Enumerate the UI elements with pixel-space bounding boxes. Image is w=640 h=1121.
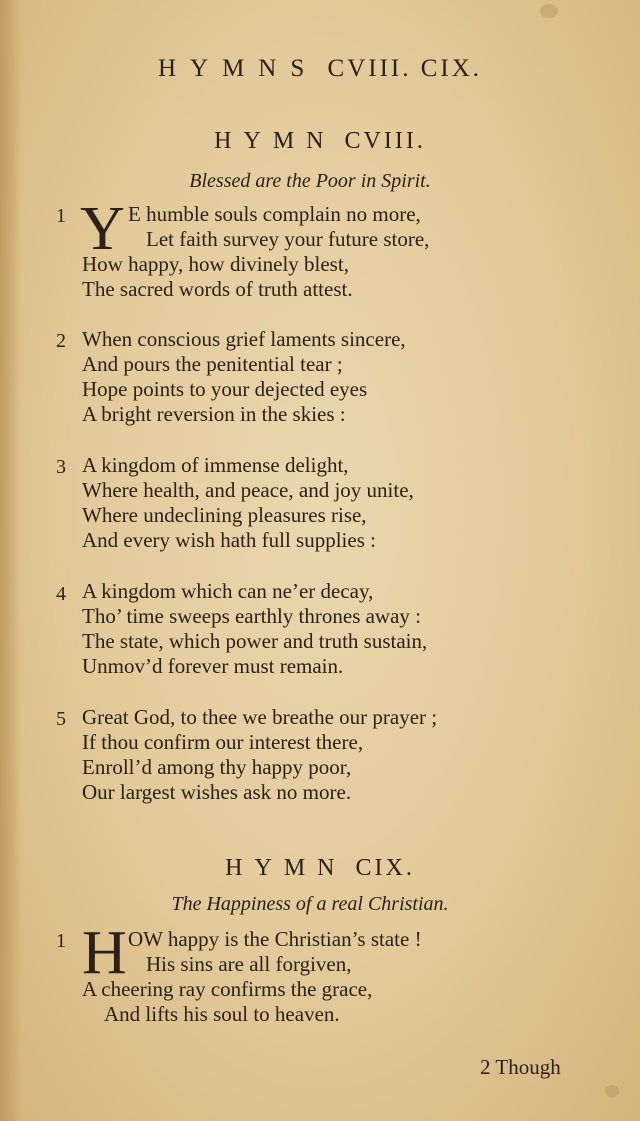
- verse-line: A kingdom of immense delight,: [82, 453, 349, 477]
- paper-stain: [540, 4, 558, 18]
- stanza-number: 2: [56, 330, 66, 352]
- drop-cap: H: [82, 919, 127, 987]
- verse-line: Enroll’d among thy happy poor,: [82, 755, 352, 779]
- verse-line: And lifts his soul to heaven.: [104, 1002, 340, 1026]
- stanza: [82, 202, 429, 302]
- stanza: [82, 579, 427, 679]
- stanza-number: 1: [56, 205, 66, 227]
- hymn-109-number: CIX.: [355, 855, 415, 881]
- hymn-108-title: [0, 128, 640, 155]
- verse-line: Let faith survey your future store,: [146, 227, 430, 251]
- hymn-108-subtitle: Blessed are the Poor in Spirit.: [189, 170, 431, 192]
- verse-line: Where health, and peace, and joy unite,: [82, 478, 414, 502]
- hymn-109-word: HYMN: [225, 855, 347, 881]
- verse-line: A kingdom which can ne’er decay,: [82, 579, 374, 603]
- verse-line: The state, which power and truth sustain,: [82, 629, 428, 653]
- verse-line: Where undeclining pleasures rise,: [82, 503, 367, 527]
- running-head-right: CVIII. CIX.: [327, 55, 483, 82]
- verse-line: When conscious grief laments sincere,: [82, 327, 406, 351]
- hymn-109-title: [0, 855, 640, 882]
- stanza-number: 1: [56, 930, 66, 952]
- verse-line: How happy, how divinely blest,: [82, 252, 349, 276]
- verse-line: A cheering ray confirms the grace,: [82, 977, 373, 1001]
- stanza-number: 5: [56, 708, 66, 730]
- verse-line: Tho’ time sweeps earthly thrones away :: [82, 604, 422, 628]
- verse-line: Hope points to your dejected eyes: [82, 377, 368, 401]
- verse-line: His sins are all forgiven,: [146, 952, 352, 976]
- page-edge: [0, 0, 22, 1121]
- running-head-left: HYMNS: [157, 55, 319, 82]
- paper-stain: [605, 1085, 619, 1097]
- verse-line: If thou confirm our interest there,: [82, 730, 364, 754]
- verse-line: Great God, to thee we breathe our prayer ;: [82, 705, 438, 729]
- running-head: [0, 55, 640, 83]
- stanza: [82, 705, 437, 805]
- hymn-109-subtitle: The Happiness of a real Christian.: [171, 893, 449, 915]
- verse-line: And pours the penitential tear ;: [82, 352, 343, 376]
- stanza: [82, 453, 414, 553]
- verse-line: The sacred words of truth attest.: [82, 277, 353, 301]
- stanza: [82, 927, 422, 1027]
- drop-cap: Y: [80, 195, 125, 263]
- hymn-108-word: HYMN: [214, 128, 336, 154]
- verse-line: OW happy is the Christian’s state !: [128, 927, 422, 951]
- stanza: [82, 327, 406, 427]
- stanza-number: 3: [56, 456, 66, 478]
- verse-line: E humble souls complain no more,: [128, 202, 421, 226]
- stanza-number: 4: [56, 583, 66, 605]
- verse-line: And every wish hath full supplies :: [82, 528, 376, 552]
- verse-line: A bright reversion in the skies :: [82, 402, 346, 426]
- hymn-108-number: CVIII.: [344, 128, 426, 154]
- catchword: 2 Though: [480, 1055, 561, 1079]
- verse-line: Unmov’d forever must remain.: [82, 654, 344, 678]
- verse-line: Our largest wishes ask no more.: [82, 780, 352, 804]
